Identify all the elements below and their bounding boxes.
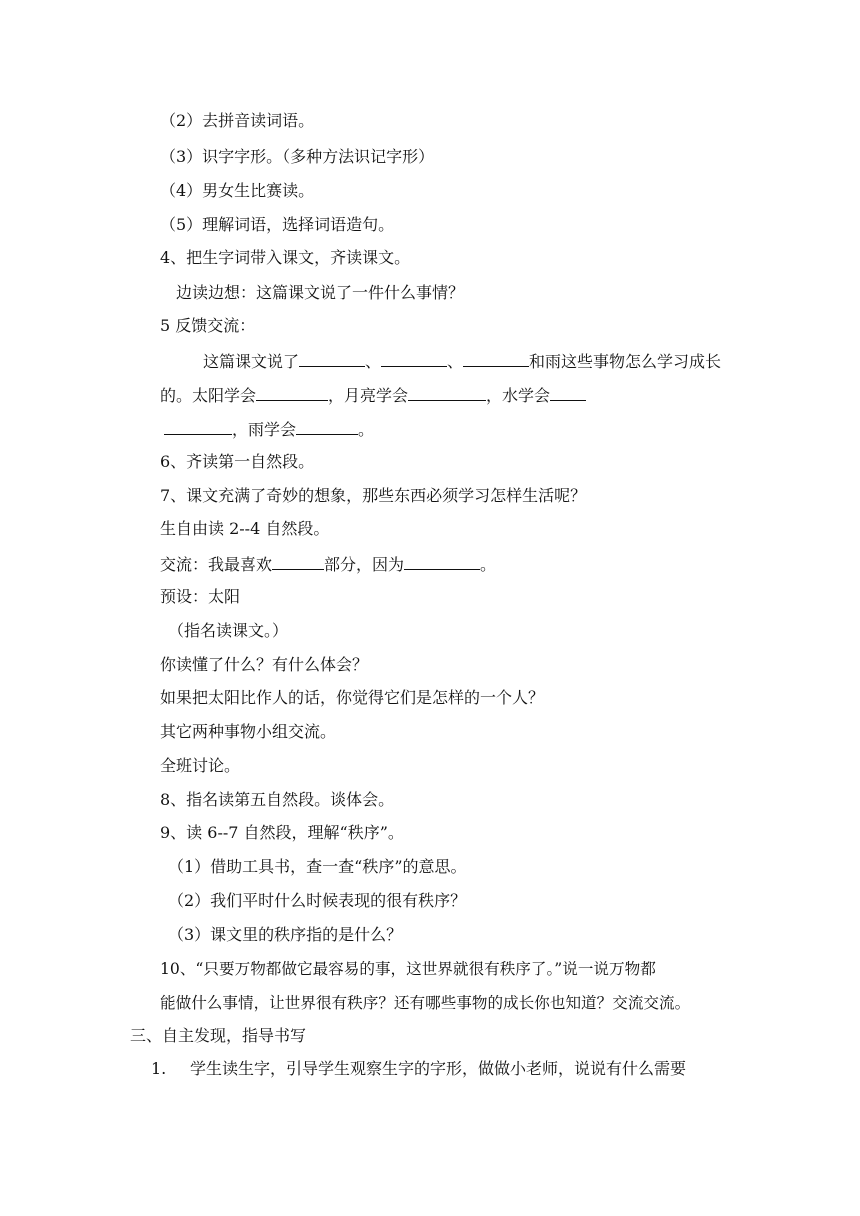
text-line: 6、齐读第一自然段。 — [160, 452, 315, 471]
text-line: （5）理解词语，选择词语造句。 — [160, 215, 395, 234]
text-line: （指名读课文。） — [168, 621, 289, 640]
text-line: 学生读生字，引导学生观察生字的字形，做做小老师，说说有什么需要 — [190, 1059, 687, 1078]
text-line: 如果把太阳比作人的话，你觉得它们是怎样的一个人？ — [160, 688, 545, 707]
text-line: 全班讨论。 — [160, 756, 241, 775]
blank-underline — [256, 384, 328, 401]
section-heading: 三、自主发现，指导书写 — [130, 1026, 307, 1045]
text-segment: 、 — [447, 352, 464, 371]
text-segment: 这篇课文说了 — [203, 352, 300, 371]
text-segment: 。 — [480, 555, 497, 574]
text-segment: 交流：我最喜欢 — [160, 555, 273, 574]
text-line: （2）去拼音读词语。 — [160, 111, 315, 130]
text-line: 预设：太阳 — [160, 587, 241, 606]
text-line: 你读懂了什么？有什么体会？ — [160, 655, 369, 674]
text-segment: ，雨学会 — [232, 420, 297, 439]
blank-underline — [272, 553, 324, 570]
text-line: （3）课文里的秩序指的是什么？ — [168, 925, 403, 944]
blank-underline — [550, 384, 586, 401]
text-segment: ，月亮学会 — [328, 386, 409, 405]
blank-underline — [164, 418, 232, 435]
text-line: 9、读 6--7 自然段，理解“秩序”。 — [160, 823, 404, 842]
blank-underline — [381, 350, 447, 367]
text-segment: 。 — [358, 420, 375, 439]
list-number: 1. — [151, 1059, 167, 1078]
text-line: （2）我们平时什么时候表现的很有秩序？ — [168, 891, 467, 910]
text-line: 其它两种事物小组交流。 — [160, 722, 337, 741]
text-segment: 、 — [365, 352, 382, 371]
text-line: （3）识字字形。（多种方法识记字形） — [160, 147, 435, 166]
text-line: 4、把生字词带入课文，齐读课文。 — [160, 248, 411, 267]
text-segment: 的。太阳学会 — [160, 386, 257, 405]
text-line: （4）男女生比赛读。 — [160, 181, 315, 200]
text-segment: 部分，因为 — [324, 555, 405, 574]
text-segment: ，水学会 — [486, 386, 551, 405]
blank-underline — [296, 418, 358, 435]
fill-in-line — [160, 384, 586, 406]
fill-in-line — [160, 553, 496, 575]
blank-underline — [408, 384, 486, 401]
text-line: 7、课文充满了奇妙的想象，那些东西必须学习怎样生活呢？ — [160, 486, 587, 505]
fill-in-line — [203, 350, 721, 372]
text-line: 边读边想：这篇课文说了一件什么事情？ — [176, 283, 465, 302]
text-segment: 和雨这些事物怎么学习成长 — [529, 352, 722, 371]
fill-in-line — [164, 418, 374, 440]
blank-underline — [463, 350, 529, 367]
text-line: 生自由读 2--4 自然段。 — [160, 519, 330, 538]
text-line: 10、“只要万物都做它最容易的事，这世界就很有秩序了。”说一说万物都 — [160, 960, 656, 978]
text-line: 5 反馈交流： — [160, 316, 256, 335]
blank-underline — [299, 350, 365, 367]
text-line: （1）借助工具书，查一查“秩序”的意思。 — [168, 857, 467, 876]
text-line: 能做什么事情，让世界很有秩序？还有哪些事物的成长你也知道？交流交流。 — [160, 994, 691, 1012]
text-line: 8、指名读第五自然段。谈体会。 — [160, 790, 395, 809]
blank-underline — [404, 553, 480, 570]
